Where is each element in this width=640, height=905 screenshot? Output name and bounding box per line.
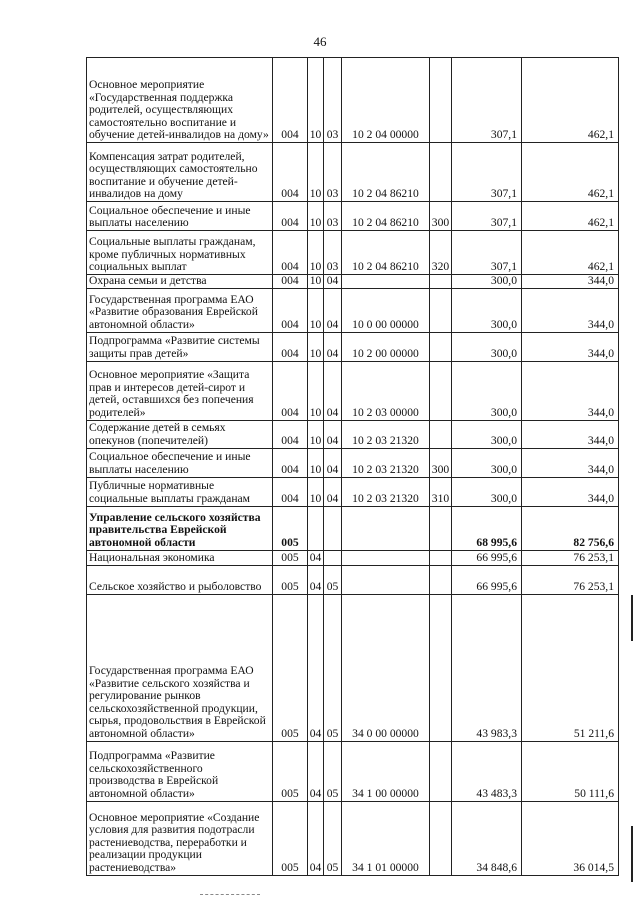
scan-edge-mark-top [631,595,633,641]
row-target-article-code: 10 2 03 21320 [342,448,430,477]
row-amount-year1: 307,1 [452,202,522,231]
table-row [87,741,619,801]
row-name: Подпрограмма «Развитие системы защиты прав детей» [87,332,273,361]
row-amount-year2: 344,0 [522,275,619,289]
row-expense-type-code [430,565,452,594]
row-name: Основное мероприятие «Государственная поддержка родителей, осуществляющих самостоятельно воспитание и обучение детей-инвалидов на дому» [87,58,273,143]
row-section-code: 04 [308,741,324,801]
row-ministry-code: 004 [273,143,308,202]
table-row [87,202,619,231]
table-row [87,801,619,875]
table-row [87,506,619,550]
row-target-article-code: 10 2 04 86210 [342,202,430,231]
row-subsection-code: 05 [324,594,342,741]
page-number: 46 [313,34,327,49]
row-subsection-code [324,506,342,550]
table-row [87,477,619,506]
row-ministry-code: 004 [273,332,308,361]
row-ministry-code: 004 [273,477,308,506]
row-target-article-code: 10 0 00 00000 [342,288,430,332]
row-ministry-code: 004 [273,275,308,289]
row-name: Основное мероприятие «Создание условия для развития подотрасли растениеводства, переработки и реализации продукции растениеводства» [87,801,273,875]
row-amount-year1: 307,1 [452,58,522,143]
row-expense-type-code [430,420,452,448]
row-subsection-code: 04 [324,288,342,332]
row-subsection-code: 03 [324,58,342,143]
row-expense-type-code: 300 [430,448,452,477]
row-subsection-code: 05 [324,565,342,594]
row-amount-year1: 300,0 [452,361,522,420]
row-target-article-code: 10 2 04 00000 [342,58,430,143]
row-expense-type-code [430,506,452,550]
row-expense-type-code [430,550,452,565]
row-ministry-code: 004 [273,448,308,477]
row-amount-year1: 34 848,6 [452,801,522,875]
row-amount-year1: 68 995,6 [452,506,522,550]
row-target-article-code [342,275,430,289]
row-name: Социальное обеспечение и иные выплаты населению [87,448,273,477]
row-name: Государственная программа ЕАО «Развитие сельского хозяйства и регулирование рынков сельскохозяйственной продукции, сырья, продовольствия в Еврейской автономной области» [87,594,273,741]
row-amount-year2: 51 211,6 [522,594,619,741]
row-target-article-code: 34 1 00 00000 [342,741,430,801]
row-ministry-code: 005 [273,801,308,875]
row-section-code: 10 [308,58,324,143]
row-amount-year2: 344,0 [522,420,619,448]
row-subsection-code: 04 [324,420,342,448]
table-row [87,594,619,741]
row-name: Компенсация затрат родителей, осуществляющих самостоятельно воспитание и обучение детей-инвалидов на дому [87,143,273,202]
row-amount-year2: 344,0 [522,448,619,477]
row-ministry-code: 005 [273,594,308,741]
row-expense-type-code [430,58,452,143]
row-amount-year1: 300,0 [452,332,522,361]
row-expense-type-code: 310 [430,477,452,506]
row-name: Основное мероприятие «Защита прав и интересов детей-сирот и детей, оставшихся без попечения родителей» [87,361,273,420]
row-amount-year1: 300,0 [452,420,522,448]
row-target-article-code: 10 2 03 21320 [342,477,430,506]
row-amount-year1: 300,0 [452,477,522,506]
row-target-article-code: 10 2 04 86210 [342,143,430,202]
table-row [87,550,619,565]
row-section-code: 10 [308,477,324,506]
row-expense-type-code [430,332,452,361]
row-amount-year2: 36 014,5 [522,801,619,875]
row-target-article-code [342,550,430,565]
row-section-code: 04 [308,565,324,594]
row-name: Сельское хозяйство и рыболовство [87,565,273,594]
row-subsection-code: 04 [324,448,342,477]
row-section-code: 10 [308,143,324,202]
row-subsection-code: 03 [324,202,342,231]
table-row [87,420,619,448]
row-section-code: 10 [308,420,324,448]
row-ministry-code: 004 [273,288,308,332]
row-target-article-code: 10 2 03 00000 [342,361,430,420]
row-target-article-code [342,565,430,594]
row-section-code: 10 [308,275,324,289]
table-row [87,143,619,202]
row-ministry-code: 004 [273,231,308,275]
row-name: Социальное обеспечение и иные выплаты населению [87,202,273,231]
row-expense-type-code [430,741,452,801]
row-section-code: 10 [308,448,324,477]
row-name: Государственная программа ЕАО «Развитие образования Еврейской автономной области» [87,288,273,332]
row-section-code: 10 [308,332,324,361]
row-amount-year1: 66 995,6 [452,550,522,565]
row-ministry-code: 004 [273,58,308,143]
row-target-article-code: 10 2 00 00000 [342,332,430,361]
row-amount-year1: 307,1 [452,231,522,275]
row-ministry-code: 005 [273,506,308,550]
row-ministry-code: 005 [273,550,308,565]
row-amount-year1: 300,0 [452,275,522,289]
row-amount-year1: 300,0 [452,288,522,332]
row-amount-year1: 43 983,3 [452,594,522,741]
row-amount-year2: 344,0 [522,477,619,506]
row-target-article-code: 10 2 04 86210 [342,231,430,275]
row-name: Публичные нормативные социальные выплаты гражданам [87,477,273,506]
row-target-article-code: 10 2 03 21320 [342,420,430,448]
row-expense-type-code [430,275,452,289]
row-expense-type-code: 320 [430,231,452,275]
row-section-code: 10 [308,361,324,420]
row-amount-year1: 307,1 [452,143,522,202]
row-expense-type-code: 300 [430,202,452,231]
row-subsection-code: 04 [324,361,342,420]
row-subsection-code: 05 [324,801,342,875]
row-subsection-code [324,550,342,565]
row-amount-year2: 76 253,1 [522,565,619,594]
row-ministry-code: 004 [273,361,308,420]
row-subsection-code: 03 [324,231,342,275]
row-subsection-code: 04 [324,477,342,506]
row-name: Охрана семьи и детства [87,275,273,289]
row-target-article-code [342,506,430,550]
table-row [87,58,619,143]
row-amount-year2: 50 111,6 [522,741,619,801]
row-section-code: 04 [308,594,324,741]
row-target-article-code: 34 1 01 00000 [342,801,430,875]
row-section-code: 10 [308,202,324,231]
row-ministry-code: 005 [273,565,308,594]
row-ministry-code: 004 [273,202,308,231]
row-amount-year2: 462,1 [522,202,619,231]
table-row [87,288,619,332]
table-row [87,275,619,289]
row-name: Содержание детей в семьях опекунов (попечителей) [87,420,273,448]
row-name: Социальные выплаты гражданам, кроме публичных нормативных социальных выплат [87,231,273,275]
row-subsection-code: 05 [324,741,342,801]
row-ministry-code: 004 [273,420,308,448]
row-amount-year2: 462,1 [522,58,619,143]
row-expense-type-code [430,143,452,202]
row-amount-year2: 344,0 [522,332,619,361]
row-amount-year2: 76 253,1 [522,550,619,565]
row-section-code: 04 [308,550,324,565]
row-amount-year2: 82 756,6 [522,506,619,550]
row-expense-type-code [430,801,452,875]
row-section-code: 04 [308,801,324,875]
row-section-code: 10 [308,231,324,275]
table-row [87,361,619,420]
row-subsection-code: 04 [324,332,342,361]
scan-artifact-line [200,894,260,896]
row-name: Подпрограмма «Развитие сельскохозяйственного производства в Еврейской автономной области» [87,741,273,801]
row-name: Национальная экономика [87,550,273,565]
table-row [87,332,619,361]
row-expense-type-code [430,288,452,332]
table-row [87,448,619,477]
row-amount-year1: 66 995,6 [452,565,522,594]
row-target-article-code: 34 0 00 00000 [342,594,430,741]
row-amount-year1: 300,0 [452,448,522,477]
row-amount-year2: 344,0 [522,288,619,332]
scan-edge-mark-bottom [631,826,633,882]
table-row [87,231,619,275]
row-amount-year2: 462,1 [522,143,619,202]
row-name: Управление сельского хозяйства правительства Еврейской автономной области [87,506,273,550]
row-section-code [308,506,324,550]
row-subsection-code: 04 [324,275,342,289]
row-subsection-code: 03 [324,143,342,202]
row-amount-year2: 462,1 [522,231,619,275]
budget-table [86,57,619,876]
row-amount-year2: 344,0 [522,361,619,420]
row-expense-type-code [430,361,452,420]
row-amount-year1: 43 483,3 [452,741,522,801]
row-section-code: 10 [308,288,324,332]
table-row [87,565,619,594]
row-ministry-code: 005 [273,741,308,801]
row-expense-type-code [430,594,452,741]
